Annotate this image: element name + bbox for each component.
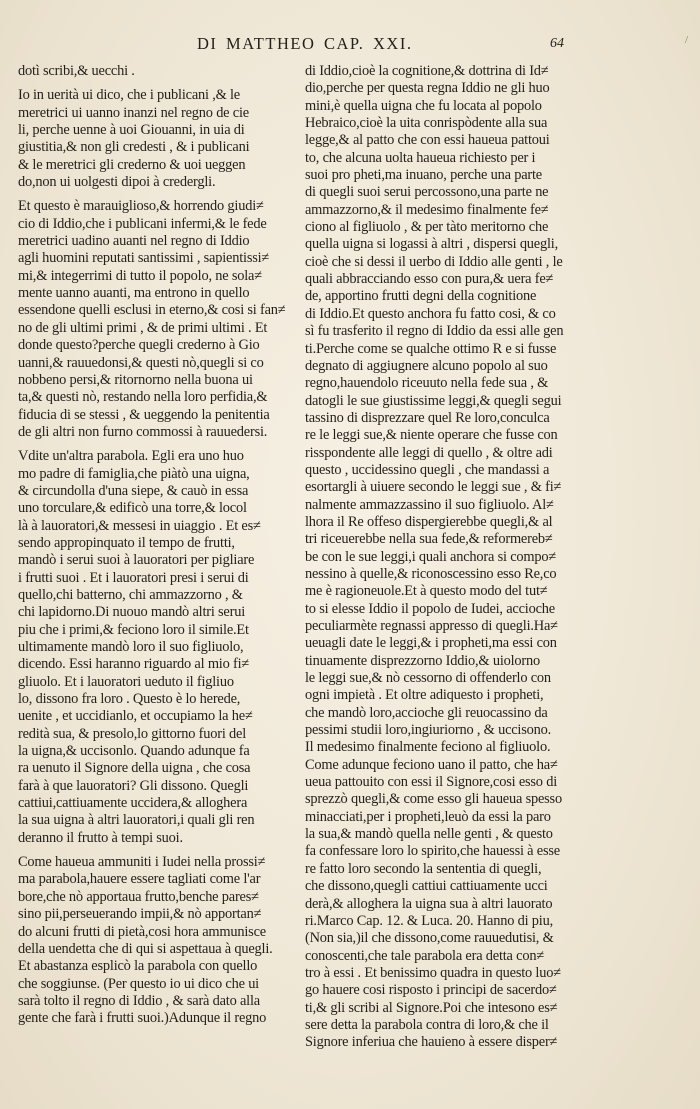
text-line: la sua uigna à altri lauoratori,i quali gli ren <box>18 812 255 829</box>
text-line: mi,& integerrimi di tutto il popolo, ne sola≠ <box>18 267 262 284</box>
text-line: essendone quelli esclusi in eterno,& cosi si fan≠ <box>18 302 286 319</box>
right-text-column <box>305 63 583 1052</box>
text-line: Et abastanza esplicò la parabola con quello <box>18 958 258 975</box>
text-line: conoscenti,che tale parabola era detta con≠ <box>305 947 545 964</box>
text-line: peculiarmète regnassi appresso di quegli.Ha≠ <box>305 618 558 634</box>
text-line: Signore inferiua che hauieno à essere disper≠ <box>305 1034 558 1051</box>
text-line: la sua,& mandò quella nelle genti , & questo <box>305 826 553 843</box>
text-line: ammazzorno,& il medesimo finalmente fe≠ <box>305 201 549 218</box>
text-line: le leggi sue,& nò cessorno di offenderlo con <box>305 670 551 687</box>
text-line: regno,hauendolo riceuuto nella fede sua , & <box>305 375 549 392</box>
text-line: uno torculare,& edificò una torre,& locol <box>18 500 247 517</box>
margin-mark: / <box>685 34 689 46</box>
running-head: DI MATTHEO CAP. XXI. <box>197 34 413 53</box>
text-line: sì fu trasferito il regno di Iddio da essi alle gen <box>305 323 564 340</box>
text-line: che soggiunse. (Per questo io ui dico che ui <box>18 975 259 992</box>
text-line: derà,& alloghera la uigna sua à altri lauorato <box>305 895 553 912</box>
text-line: cioè che si dessi il uerbo di Iddio alle genti , le <box>305 253 563 270</box>
text-line: deranno il frutto à tempi suoi. <box>18 829 183 846</box>
paragraph <box>18 854 290 1027</box>
text-line: nalmente ammazzassino il suo figliuolo. Al≠ <box>305 496 554 513</box>
text-line: dio,perche per questa regna Iddio ne gli huo <box>305 80 550 97</box>
text-line: esortargli à uiuere secondo le leggi sue , & fi≠ <box>305 479 562 496</box>
paragraph <box>18 198 290 441</box>
text-line: che dissono,quegli cattiui cattiuamente ucci <box>305 878 548 895</box>
text-line: de, apportino frutti degni della cognitione <box>305 288 537 305</box>
text-line: gliuolo. Et i lauoratori ueduto il figliuo <box>18 673 234 690</box>
page-number: 64 <box>550 36 564 51</box>
text-line: fiducia di se stessi , & ueggendo la penitentia <box>18 406 270 423</box>
text-line: quello,chi batterno, chi ammazzorno , & <box>18 586 243 603</box>
text-line: tinuamente disprezzorno Iddio,& uiolorno <box>305 652 540 669</box>
text-line: la uigna,& uccisonlo. Quando adunque fa <box>18 743 250 760</box>
text-line: re le leggi sue,& niente operare che fusse con <box>305 427 558 444</box>
text-line: fa confessare loro lo spirito,che hauessi à esse <box>305 843 560 860</box>
text-line: agli huomini reputati santissimi , sapientissi≠ <box>18 250 270 267</box>
text-line: tassino di disprezzare quel Re loro,conculca <box>305 409 550 426</box>
paragraph <box>18 63 290 80</box>
text-line: & circundolla d'una siepe, & cauò in essa <box>18 482 249 499</box>
text-line: ogni impietà . Et oltre adiquesto i propheti, <box>305 687 544 704</box>
text-line: no de gli ultimi primi , & de primi ultimi . Et <box>18 319 268 336</box>
text-line: ri.Marco Cap. 12. & Luca. 20. Hanno di piu, <box>305 912 553 929</box>
text-line: meretrici ui uanno inanzi nel regno de cie <box>18 104 249 121</box>
paragraph <box>18 448 290 847</box>
text-line: Vdite un'altra parabola. Egli era uno huo <box>18 448 244 465</box>
text-line: tri riceuerebbe nella sua fede,& reformereb≠ <box>305 531 553 548</box>
text-line: dicendo. Essi haranno riguardo al mio fi≠ <box>18 656 250 673</box>
text-line: ta,& questi nò, restando nella loro perfidia,& <box>18 389 268 406</box>
text-line: to si elesse Iddio il popolo de Iudei, accioche <box>305 600 555 617</box>
text-line: do,non ui uolgesti dipoi à credergli. <box>18 174 216 191</box>
text-line: ueua pattouito con essi il Signore,cosi esso di <box>305 774 557 791</box>
text-line: gente che farà i frutti suoi.)Adunque il regno <box>18 1010 267 1027</box>
text-line: Come adunque feciono uano il patto, che ha≠ <box>305 756 558 773</box>
text-line: uanni,& rauuedonsi,& questi nò,quegli si co <box>18 354 264 371</box>
text-line: quella uigna si logassi à altri , dispersi quegli, <box>305 236 558 253</box>
text-line: me è ragioneuole.Et à questo modo del tut≠ <box>305 583 548 600</box>
text-line: ciono al figliuolo , & per tàto meritorno che <box>305 219 549 236</box>
text-line: risspondente alle leggi di quello , & oltre adi <box>305 444 553 461</box>
text-line: sere detta la parabola contra di loro,& che il <box>305 1016 549 1033</box>
text-line: mini,è quella uigna che fu locata al popolo <box>305 97 542 114</box>
text-line: farà à que lauoratori? Gli dissono. Quegli <box>18 777 249 794</box>
text-line: ti,& gli scribi al Signore.Poi che intesono es≠ <box>305 999 558 1016</box>
text-line: quali abbracciando esso con pura,& uera fe≠ <box>305 271 554 288</box>
text-line: ma parabola,hauere essere tagliati come l'ar <box>18 871 261 888</box>
text-line: Il medesimo finalmente feciono al figliuolo. <box>305 739 551 756</box>
text-line: là à lauoratori,& messesi in uiaggio . Et es≠ <box>18 517 261 534</box>
text-line: li, perche uenne à uoi Giouanni, in uia di <box>18 122 245 139</box>
text-line: nessino à quelle,& riconoscessino esso Re,co <box>305 565 557 582</box>
text-line: giustitia,& non gli credesti , & i publicani <box>18 139 250 156</box>
text-line: be con le sue leggi,i quali anchora si compo≠ <box>305 548 557 565</box>
text-line: tro à essi . Et benissimo quadra in questo luo≠ <box>305 964 561 981</box>
text-line: di Iddio.Et questo anchora fu fatto cosi, & co <box>305 305 556 322</box>
text-line: meretrici uadino auanti nel regno di Iddio <box>18 233 250 250</box>
text-line: Io in uerità ui dico, che i publicani ,& le <box>18 87 240 104</box>
text-line: suoi pro pheti,ma inuano, perche una parte <box>305 167 542 184</box>
text-line: re fatto loro secondo la sententia di quegli, <box>305 860 542 877</box>
text-line: sendo appropinquato il tempo de frutti, <box>18 534 235 551</box>
text-line: Hebraico,cioè la uita conrispòdente alla sua <box>305 115 548 132</box>
text-line: mo padre di famiglia,che piàtò una uigna, <box>18 465 250 482</box>
left-text-column <box>18 63 290 1028</box>
text-line: che mandò loro,accioche gli reuocassino da <box>305 704 548 721</box>
text-line: lo, dissono fra loro . Questo è lo herede, <box>18 691 241 708</box>
text-line: de gli altri non furno commossi à rauuedersi. <box>18 423 268 440</box>
text-line: (Non sia,)il che dissono,come rauuedutisi, & <box>305 930 554 947</box>
text-line: Come haueua ammuniti i Iudei nella prossi≠ <box>18 854 266 871</box>
text-line: cattiui,cattiuamente uccidera,& alloghera <box>18 795 248 812</box>
text-line: i frutti suoi . Et i lauoratori presi i serui di <box>18 569 249 586</box>
text-line: go hauere cosi risposto i principi de sacerdo≠ <box>305 982 557 999</box>
text-line: di quegli suoi serui percossono,una parte ne <box>305 184 549 201</box>
text-line: della uendetta che di qui si aspettaua à quegli. <box>18 940 273 957</box>
text-line: ultimamente mandò loro il suo figliuolo, <box>18 639 244 655</box>
text-line: nobbeno persi,& ritornorno nella buona ui <box>18 371 253 388</box>
text-line: mandò i serui suoi à lauoratori per pigliare <box>18 552 255 569</box>
text-line: di Iddio,cioè la cognitione,& dottrina di Id≠ <box>305 63 549 79</box>
text-line: minacciati,per i propheti,leuò da essi la paro <box>305 808 551 825</box>
text-line: donde questo?perche quegli crederno à Gio <box>18 337 260 354</box>
text-line: chi lapidorno.Di nuouo mandò altri serui <box>18 604 246 621</box>
text-line: sarà tolto il regno di Iddio , & sarà dato alla <box>18 992 260 1009</box>
text-line: pessimi studii loro,ingiuriorno , & uccisono. <box>305 722 552 739</box>
text-line: ueuagli date le leggi,& i propheti,ma essi con <box>305 635 557 652</box>
text-line: datogli le sue giustissime leggi,& quegli segui <box>305 392 562 409</box>
text-line: redità sua, & presolo,lo gittorno fuori del <box>18 725 246 742</box>
paragraph <box>18 87 290 191</box>
text-line: & le meretrici gli crederno & uoi ueggen <box>18 156 246 173</box>
text-line: Et questo è marauiglioso,& horrendo giudi≠ <box>18 198 264 215</box>
paragraph <box>305 63 583 1052</box>
text-line: lhora il Re offeso dispergierebbe quegli,& al <box>305 513 553 530</box>
text-line: bore,che nò apportaua frutto,benche pares≠ <box>18 888 259 905</box>
text-line: mente uanno auanti, ma entrono in quello <box>18 285 250 302</box>
text-line: ra uenuto il Signore della uigna , che cosa <box>18 760 251 777</box>
text-line: questo , uccidessino quegli , che mandassi a <box>305 461 550 478</box>
text-line: dotì scribi,& uecchi . <box>18 63 135 79</box>
text-line: uenite , et uccidianlo, et occupiamo la he≠ <box>18 708 253 725</box>
text-line: degnato di aggiugnere alcuno popolo al suo <box>305 357 548 374</box>
text-line: to, che alcuna uolta haueua richiesto per i <box>305 149 536 166</box>
text-line: ti.Perche come se qualche ottimo R e si fusse <box>305 340 557 357</box>
text-line: do alcuni frutti di pietà,cosi hora ammunisce <box>18 923 266 940</box>
text-line: sino pii,perseuerando impii,& nò apportan≠ <box>18 906 262 923</box>
text-line: legge,& al patto che con essi haueua pattoui <box>305 132 550 149</box>
text-line: sprezzò quegli,& come esso gli haueua spesso <box>305 791 562 808</box>
page-header <box>0 34 700 58</box>
text-line: cio di Iddio,che i publicani infermi,& le fede <box>18 215 267 232</box>
text-line: piu che i primi,& feciono loro il simile.Et <box>18 621 249 638</box>
